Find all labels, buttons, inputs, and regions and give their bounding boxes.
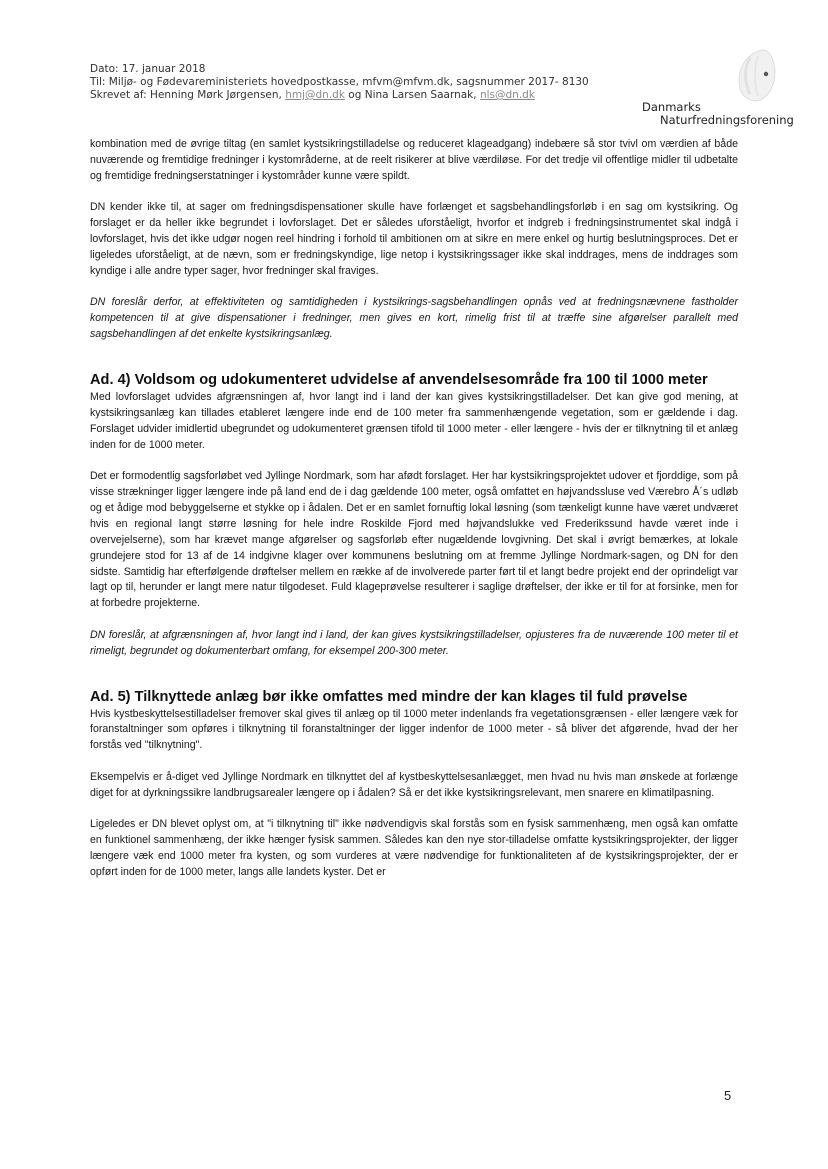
author-email-link-2[interactable]: nls@dn.dk: [479, 89, 535, 101]
author-prefix: Skrevet af: Henning Mørk Jørgensen,: [90, 89, 282, 101]
logo-text-line-2: Naturfredningsforening: [660, 113, 794, 127]
logo-text-line-1: Danmarks: [642, 100, 701, 114]
paragraph: Med lovforslaget udvides afgrænsningen af, hvor langt ind i land der kan gives kystsikringstilladelser. Det kan give god mening, at kystsikringsanlæg kan tillades etableret længere inde end de 100 meter fra sammenhængende vegetation, som er gældende i dag. Forslaget udvider imidlertid ubegrundet og udokumenteret grænsen tifold til 1000 meter - eller længere - hvis der er tilknytning til et anlæg inden for de 1000 meter.: [90, 390, 738, 451]
page-number: 5: [724, 1088, 732, 1103]
paragraph: Hvis kystbeskyttelsestilladelser fremover skal gives til anlæg op til 1000 meter indenlands fra vegetationsgrænsen - eller længere væk for foranstaltninger som opføres i tilknytning til foranstaltninger der ligger indenfor de 1000 meter - så bliver det afgørende, hvad der her forstås ved "tilknytning".: [90, 707, 738, 752]
document-body: [90, 137, 738, 896]
document-header: [90, 63, 650, 102]
proposal-paragraph: DN foreslår, at afgrænsningen af, hvor langt ind i land, der kan gives kystsikringstilladelser, opjusteres fra de nuværende 100 meter til et rimeligt, begrundet og dokumenterbart omfang, for eksempel 200-300 meter.: [90, 628, 738, 657]
logo-text: [642, 100, 794, 127]
paragraph: DN kender ikke til, at sager om fredningsdispensationer skulle have forlænget et sagsbehandlingsforløb i en sag om kystsikring. Og forslaget er da heller ikke begrundet i lovforslaget. Det er således uforståeligt, hvorfor et indgreb i fredningsinstrumentet skal indgå i lovforslaget, hvis det ikke udgør nogen reel hindring i forhold til ambitionen om at sikre en mere enkel og hurtig beslutningsproces. Det er ligeledes uforståeligt, at de nævn, som er fredningskyndige, lige netop i kystsikringssager ikke skal inddrages, mens de inddrages som kyndige i alle andre typer sager, hvor fredninger skal fraviges.: [90, 201, 738, 277]
paragraph: Eksempelvis er å-diget ved Jyllinge Nordmark en tilknyttet del af kystbeskyttelsesanlægget, men hvad nu hvis man ønskede at forlænge diget for at dyrkningssikre landbrugsarealer længere op i ådalen? Så er det ikke kystsikringsrelevant, men snarere en klimatilpasning.: [90, 770, 738, 799]
author-email-link-1[interactable]: hmj@dn.dk: [285, 89, 345, 101]
section-heading-4: Ad. 4) Voldsom og udokumenteret udvidelse af anvendelsesområde fra 100 til 1000 meter: [90, 371, 708, 388]
proposal-paragraph: DN foreslår derfor, at effektiviteten og samtidigheden i kystsikrings-sagsbehandlingen opnås ved at fredningsnævnene fastholder kompetencen til at give dispensationer i fredninger, men gives en kort, rimelig frist til at træffe sine afgørelser parallelt med sagsbehandlingen af det enkelte kystsikringsanlæg.: [90, 296, 738, 341]
author-line: [90, 89, 650, 102]
paragraph: kombination med de øvrige tiltag (en samlet kystsikringstilladelse og reduceret klageadgang) indebære så stor tvivl om værdien af både nuværende og fremtidige fredninger i kystområderne, at de reelt risikerer at blive værdiløse. For det tredje vil offentlige midler til udbetalte og fremtidige fredningserstatninger i kystområder kunne være spildt.: [90, 138, 738, 182]
paragraph: Det er formodentlig sagsforløbet ved Jyllinge Nordmark, som har afødt forslaget. Her har kystsikringsprojektet udover et fjorddige, som på visse strækninger ligger længere inde på land end de i dag gældende 100 meter, også omfattet en højvandssluse ved Værebro Å´s udløb og et ådige mod bebyggelserne et stykke op i ådalen. Det er en samlet fornuftig lokal løsning (som tænkeligt kunne have været undværet hvis en regional langt større løsning for hele indre Roskilde Fjord med højvandslukke ved Frederikssund havde været inde i overvejelserne), som har krævet mange afgørelser og sagsforløb efter nugældende lovgivning. Det skal i øvrigt bemærkes, at lokale grundejere stod for 13 af de 14 indgivne klager over kommunens beslutning om at fremme Jyllinge Nordmark-sagen, og DN for den sidste. Samtidig har efterfølgende drøftelser mellem en række af de involverede parter ført til et langt bedre projekt end der oprindeligt var lagt op til, herunder er langt mere natur tilgodeset. Fuld klageprøvelse resulterer i saglige drøftelser, der ikke er til for at forsinke, men for at forbedre projekterne.: [90, 470, 738, 610]
recipient-line: Til: Miljø- og Fødevareministeriets hovedpostkasse, mfvm@mfvm.dk, sagsnummer 2017- 8130: [90, 76, 589, 88]
paragraph: Ligeledes er DN blevet oplyst om, at "i tilknytning til" ikke nødvendigvis skal forstås som en fysisk sammenhæng, men også kan omfatte en funktionel sammenhæng, der ikke hænger fysisk sammen. Således kan den nye stor-tilladelse omfatte kystsikringsprojekter, der ligger længere væk end 1000 meter fra kysten, og som vurderes at være nødvendige for funktionaliteten af de kystsikringsprojekter, der er opført inden for de 1000 meter, langs alle landets kyster. Det er: [90, 818, 738, 878]
author-mid: og Nina Larsen Saarnak,: [348, 89, 477, 101]
date-line: Dato: 17. januar 2018: [90, 63, 206, 75]
organization-logo: [640, 40, 794, 130]
section-heading-5: Ad. 5) Tilknyttede anlæg bør ikke omfattes med mindre der kan klages til fuld prøvelse: [90, 688, 688, 705]
logo-mark-icon: [732, 48, 778, 104]
